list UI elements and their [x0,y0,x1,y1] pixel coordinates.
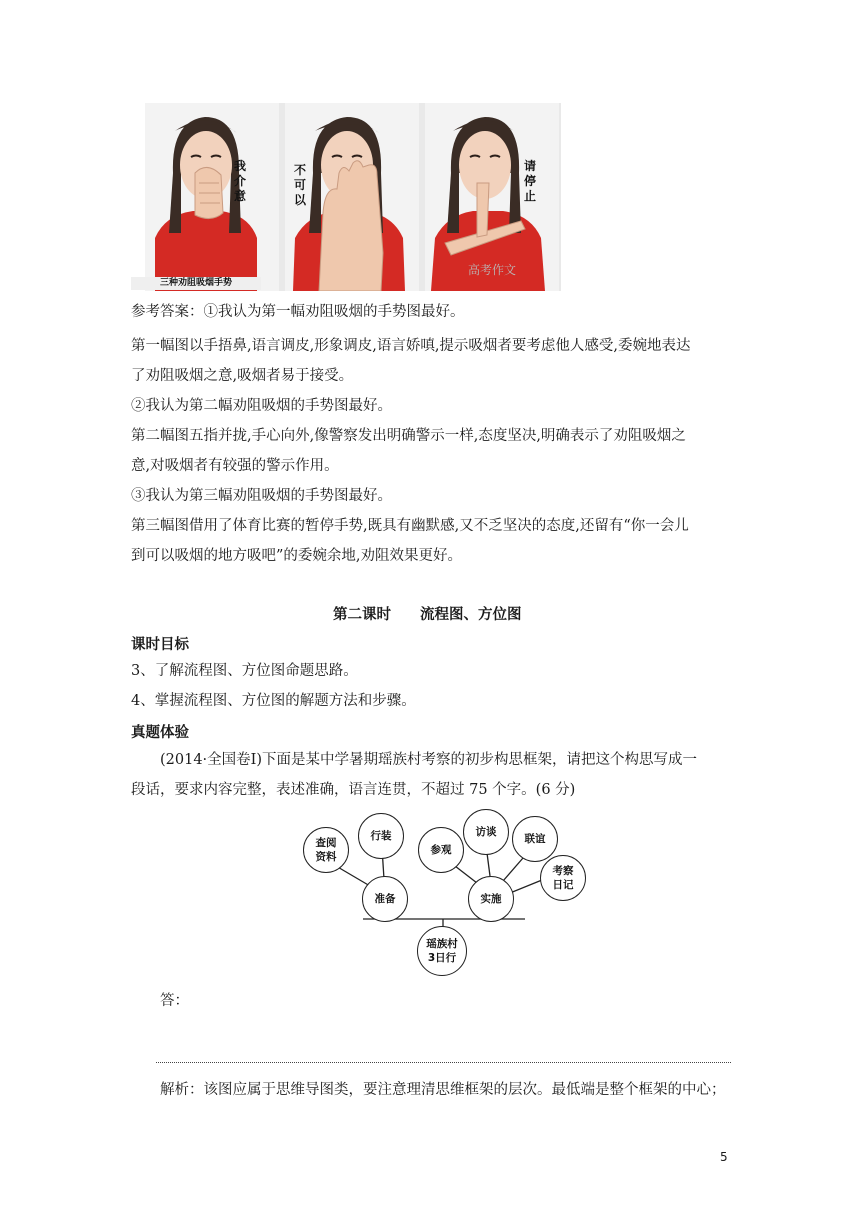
lesson-title: 第二课时 流程图、方位图 [333,607,522,623]
answer-p1-line1: 第一幅图以手捂鼻,语言调皮,形象调皮,语言娇嗔,提示吸烟者要考虑他人感受,委婉地表达 [131,338,691,354]
diagram-node-research: 查阅 资料 [303,827,349,873]
answer-p2-line1: 第二幅图五指并拢,手心向外,像警察发出明确警示一样,态度坚决,明确表示了劝阻吸烟之 [131,428,686,444]
analysis-text: 解析：该图应属于思维导图类，要注意理清思维框架的层次。最低端是整个框架的中心； [160,1082,726,1098]
question-line-2: 段话，要求内容完整，表述准确，语言连贯，不超过 75 个字。(6 分) [131,782,576,798]
goal-4: 4、掌握流程图、方位图的解题方法和步骤。 [131,693,416,709]
diagram-node-visit: 参观 [418,827,464,873]
page-number: 5 [720,1150,728,1164]
answer-p1-line2: 了劝阻吸烟之意,吸烟者易于接受。 [131,368,354,384]
diagram-node-prep: 准备 [362,876,408,922]
diagram-node-impl: 实施 [468,876,514,922]
answer-prompt: 答： [160,993,189,1009]
answer-dotted-line [156,1062,731,1063]
question-line-1: (2014·全国卷Ⅰ)下面是某中学暑期瑶族村考察的初步构思框架，请把这个构思写成一 [160,752,698,768]
goal-3: 3、了解流程图、方位图命题思路。 [131,663,358,679]
gesture-label-2: 不可以 [293,163,306,207]
answer-p2-line2: 意,对吸烟者有较强的警示作用。 [131,458,339,474]
goals-heading: 课时目标 [131,637,189,653]
answer-p2-head: ②我认为第二幅劝阻吸烟的手势图最好。 [131,398,392,414]
diagram-node-root: 瑶族村 3日行 [417,926,467,976]
diagram-node-social: 联谊 [512,816,558,862]
gesture-label-3: 请停止 [523,159,536,203]
diagram-node-gear: 行装 [358,813,404,859]
answer-p3-line2: 到可以吸烟的地方吸吧”的委婉余地,劝阻效果更好。 [131,548,463,564]
practice-heading: 真题体验 [131,725,189,741]
diagram-node-diary: 考察 日记 [540,855,586,901]
watermark: 高考作文 [468,263,517,277]
figure-caption: 三种劝阻吸烟手势 [131,277,261,290]
gesture-label-1: 我介意 [233,159,246,203]
answer-p3-line1: 第三幅图借用了体育比赛的暂停手势,既具有幽默感,又不乏坚决的态度,还留有“你一会儿 [131,518,689,534]
diagram-node-interview: 访谈 [463,809,509,855]
gesture-panel-2 [285,103,419,291]
answer-title: 参考答案：①我认为第一幅劝阻吸烟的手势图最好。 [131,304,465,320]
answer-p3-head: ③我认为第三幅劝阻吸烟的手势图最好。 [131,488,392,504]
gesture-panel-1 [145,103,279,291]
